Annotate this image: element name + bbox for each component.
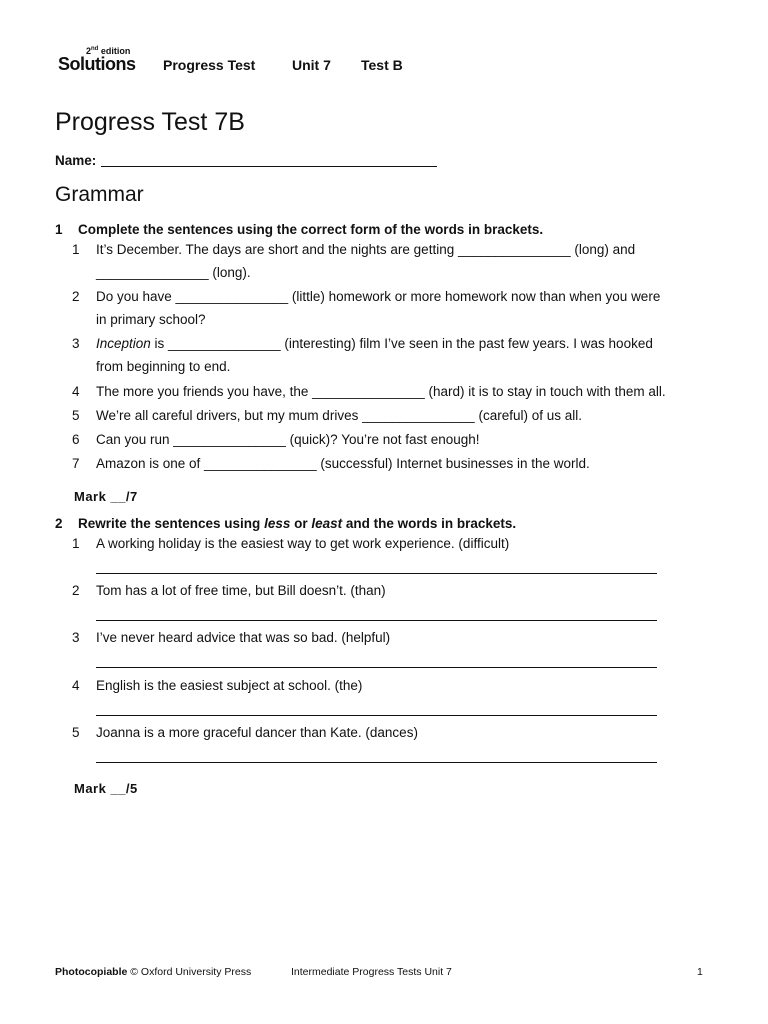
ex1-item-6 — [72, 429, 480, 451]
ex1-item-7 — [72, 453, 590, 475]
item-number: 1 — [72, 242, 80, 257]
footer-book-title: Intermediate Progress Tests Unit 7 — [291, 966, 452, 978]
ex2-item-3 — [72, 627, 390, 649]
ex2-item-1 — [72, 533, 509, 555]
ex1-item-2-continued: in primary school? — [96, 312, 206, 327]
section-title: Grammar — [55, 183, 144, 206]
exercise-number: 1 — [55, 222, 63, 237]
exercise-1-mark: Mark __/7 — [74, 489, 138, 504]
item-number: 4 — [72, 678, 80, 693]
page-number: 1 — [697, 966, 703, 978]
ex1-item-1 — [72, 239, 635, 261]
exercise-number: 2 — [55, 516, 63, 531]
ex1-item-4 — [72, 381, 666, 403]
item-number: 5 — [72, 408, 80, 423]
item-text: I’ve never heard advice that was so bad. (helpful) — [96, 630, 391, 645]
ex2-item-4 — [72, 675, 362, 697]
item-text: We’re all careful drivers, but my mum drives _______________ (careful) of us all. — [96, 408, 582, 423]
item-text: Joanna is a more graceful dancer than Kate. (dances) — [96, 725, 418, 740]
instruction-part: Rewrite the sentences using — [78, 516, 265, 531]
item-text: Can you run _______________ (quick)? You’re not fast enough! — [96, 432, 480, 447]
instruction-or: or — [290, 516, 312, 531]
item-number: 2 — [72, 289, 80, 304]
ex1-item-3 — [72, 333, 653, 355]
solutions-logo — [58, 46, 140, 76]
answer-line[interactable] — [96, 620, 657, 621]
item-text: English is the easiest subject at school. (the) — [96, 678, 363, 693]
exercise-1-instruction — [55, 222, 543, 237]
answer-line[interactable] — [96, 573, 657, 574]
footer-copyright — [55, 966, 251, 978]
page-header — [58, 46, 758, 76]
logo-brand: Solutions — [58, 54, 136, 74]
ex1-item-3-continued: from beginning to end. — [96, 359, 231, 374]
instruction-less: less — [264, 516, 291, 531]
ex2-item-2 — [72, 580, 386, 602]
item-number: 5 — [72, 725, 80, 740]
name-line — [101, 152, 437, 167]
header-unit: Unit 7 — [292, 57, 331, 73]
edition-ordinal: nd — [91, 46, 99, 52]
answer-line[interactable] — [96, 667, 657, 668]
item-text: The more you friends you have, the _______________ (hard) it is to stay in touch with them all. — [96, 384, 666, 399]
exercise-2-instruction — [55, 516, 516, 531]
item-number: 6 — [72, 432, 80, 447]
logo-edition: 2nd edition — [86, 46, 131, 56]
item-text: A working holiday is the easiest way to get work experience. (difficult) — [96, 536, 510, 551]
item-number: 1 — [72, 536, 80, 551]
item-number: 2 — [72, 583, 80, 598]
exercise-2-mark: Mark __/5 — [74, 781, 138, 796]
item-number: 7 — [72, 456, 80, 471]
name-label: Name: — [55, 153, 97, 168]
item-text: is _______________ (interesting) film I’ve seen in the past few years. I was hooked — [150, 336, 653, 351]
item-number: 3 — [72, 630, 80, 645]
header-test-version: Test B — [361, 57, 403, 73]
instruction-part: and the words in brackets. — [342, 516, 517, 531]
item-number: 4 — [72, 384, 80, 399]
item-text: Amazon is one of _______________ (successful) Internet businesses in the world. — [96, 456, 590, 471]
ex1-item-1-continued: _______________ (long). — [96, 265, 251, 280]
header-test-type: Progress Test — [163, 57, 256, 73]
answer-line[interactable] — [96, 715, 657, 716]
instruction-least: least — [311, 516, 343, 531]
photocopiable-label: Photocopiable — [55, 966, 128, 978]
item-number: 3 — [72, 336, 80, 351]
page-title: Progress Test 7B — [55, 108, 245, 136]
copyright-text: © Oxford University Press — [130, 966, 252, 978]
name-field — [55, 152, 437, 168]
ex1-item-5 — [72, 405, 582, 427]
item-text: Tom has a lot of free time, but Bill doesn’t. (than) — [96, 583, 386, 598]
item-text: It’s December. The days are short and the nights are getting _______________ (long) and — [96, 242, 636, 257]
item-text: Do you have _______________ (little) homework or more homework now than when you were — [96, 289, 661, 304]
ex2-item-5 — [72, 722, 418, 744]
instruction-text: Complete the sentences using the correct form of the words in brackets. — [78, 222, 544, 237]
answer-line[interactable] — [96, 762, 657, 763]
ex1-item-2 — [72, 286, 660, 308]
film-title: Inception — [96, 336, 151, 351]
